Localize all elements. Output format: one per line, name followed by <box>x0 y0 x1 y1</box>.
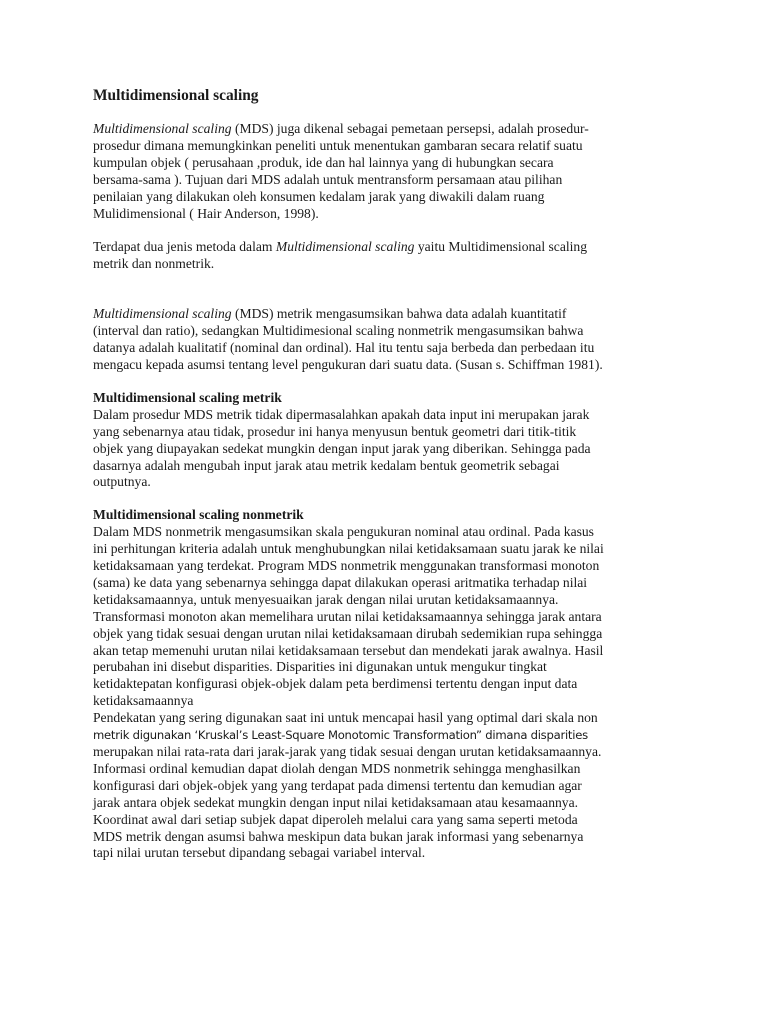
section-nonmetric <box>93 507 683 862</box>
section-heading: Multidimensional scaling metrik <box>93 389 282 405</box>
text-line: metrik dan nonmetrik. <box>93 256 215 272</box>
text-line: dasarnya adalah mengubah input jarak atau metrik kedalam bentuk geometrik sebagai <box>93 457 560 473</box>
text-line: akan tetap memenuhi urutan nilai ketidaksamaan tersebut dan mendekati jarak awalnya. Hasil <box>93 642 604 658</box>
text-line: Dalam prosedur MDS metrik tidak dipermasalahkan apakah data input ini merupakan jarak <box>93 406 590 422</box>
text-line: Informasi ordinal kemudian dapat diolah dengan MDS nonmetrik sehingga menghasilkan <box>93 760 581 776</box>
paragraph-assumptions <box>93 306 683 374</box>
text-line: mengacu kepada asumsi tentang level pengukuran dari suatu data. (Susan s. Schiffman 1981). <box>93 356 603 372</box>
italic-term: Multidimensional scaling <box>93 121 232 136</box>
text-line: kumpulan objek ( perusahaan ,produk, ide dan hal lainnya yang di hubungkan secara <box>93 154 554 170</box>
document-title: Multidimensional scaling <box>93 87 259 104</box>
text-line: Dalam MDS nonmetrik mengasumsikan skala pengukuran nominal atau ordinal. Pada kasus <box>93 524 594 540</box>
italic-term: Multidimensional scaling <box>275 239 415 255</box>
text-line: objek yang tidak sesuai dengan urutan nilai ketidaksamaan dirubah sedemikian rupa sehingga <box>93 625 603 641</box>
paragraph-types <box>93 239 683 273</box>
text-line: penilaian yang dilakukan oleh konsumen kedalam jarak yang diwakili dalam ruang <box>93 188 545 204</box>
text-line-kruskal: metrik digunakan ‘Kruskal’s Least-Square Monotomic Transformation” dimana disparities <box>93 728 588 743</box>
document-page <box>93 86 683 862</box>
text-line: bersama-sama ). Tujuan dari MDS adalah untuk mentransform persamaan atau pilihan <box>93 171 563 187</box>
text-line: outputnya. <box>93 474 151 490</box>
text-line <box>93 121 683 138</box>
text-line: Transformasi monoton akan memelihara urutan nilai ketidaksamaannya sehingga jarak antara <box>93 608 602 624</box>
text-line: (interval dan ratio), sedangkan Multidimesional scaling nonmetrik mengasumsikan bahwa <box>93 323 584 339</box>
text-line: konfigurasi dari objek-objek yang yang terdapat pada dimensi tertentu dan kemudian agar <box>93 777 582 793</box>
text-line: objek yang diupayakan sedekat mungkin dengan input jarak yang diberikan. Sehingga pada <box>93 440 591 456</box>
text-line: ketidaksamaannya, untuk menyesuaikan jarak dengan nilai urutan ketidaksamaannya. <box>93 591 559 607</box>
text-line: jarak antara objek sedekat mungkin dengan input nilai ketidaksamaan atau kesamaannya. <box>93 794 579 810</box>
text-line <box>93 306 683 323</box>
text-line: yang sebenarnya atau tidak, prosedur ini hanya menyusun bentuk geometri dari titik-titik <box>93 423 577 439</box>
text-line: ketidaksamaan yang terdekat. Program MDS nonmetrik menggunakan transformasi monoton <box>93 558 600 574</box>
section-metric <box>93 390 683 491</box>
text-line: Pendekatan yang sering digunakan saat ini untuk mencapai hasil yang optimal dari skala non <box>93 710 598 726</box>
text-line: ini perhitungan kriteria adalah untuk menghubungkan nilai ketidaksamaan suatu jarak ke nilai <box>93 541 604 557</box>
text-line: Koordinat awal dari setiap subjek dapat diperoleh melalui cara yang sama seperti metoda <box>93 811 578 827</box>
italic-term: Multidimensional scaling <box>93 306 232 322</box>
text-span: (MDS) metrik mengasumsikan bahwa data adalah kuantitatif <box>231 306 567 322</box>
text-line: MDS metrik dengan asumsi bahwa meskipun data bukan jarak informasi yang sebenarnya <box>93 828 584 844</box>
text-line: datanya adalah kualitatif (nominal dan ordinal). Hal itu tentu saja berbeda dan perbedaan itu <box>93 340 595 356</box>
section-heading: Multidimensional scaling nonmetrik <box>93 507 304 523</box>
text-line: tapi nilai urutan tersebut dipandang sebagai variabel interval. <box>93 845 426 861</box>
text-line: ketidaktepatan konfigurasi objek-objek dalam peta berdimensi tertentu dengan input data <box>93 676 578 692</box>
text-line: perubahan ini disebut disparities. Disparities ini digunakan untuk mengukur tingkat <box>93 659 547 675</box>
text-line: ketidaksamaannya <box>93 693 194 709</box>
text-line: (sama) ke data yang sebenarnya sehingga dapat dilakukan operasi aritmatika terhadap nilai <box>93 574 588 590</box>
text-line: Mulidimensional ( Hair Anderson, 1998). <box>93 205 319 221</box>
paragraph-intro <box>93 121 683 222</box>
text-line: prosedur dimana memungkinkan peneliti untuk menentukan gambaran secara relatif suatu <box>93 137 583 153</box>
text-line <box>93 239 683 256</box>
text-line: merupakan nilai rata-rata dari jarak-jarak yang tidak sesuai dengan urutan ketidaksamaannya. <box>93 744 602 759</box>
text-span: Terdapat dua jenis metoda dalam <box>93 239 276 255</box>
text-span: (MDS) juga dikenal sebagai pemetaan persepsi, adalah prosedur- <box>231 121 589 136</box>
text-span: yaitu Multidimensional scaling <box>414 239 587 255</box>
